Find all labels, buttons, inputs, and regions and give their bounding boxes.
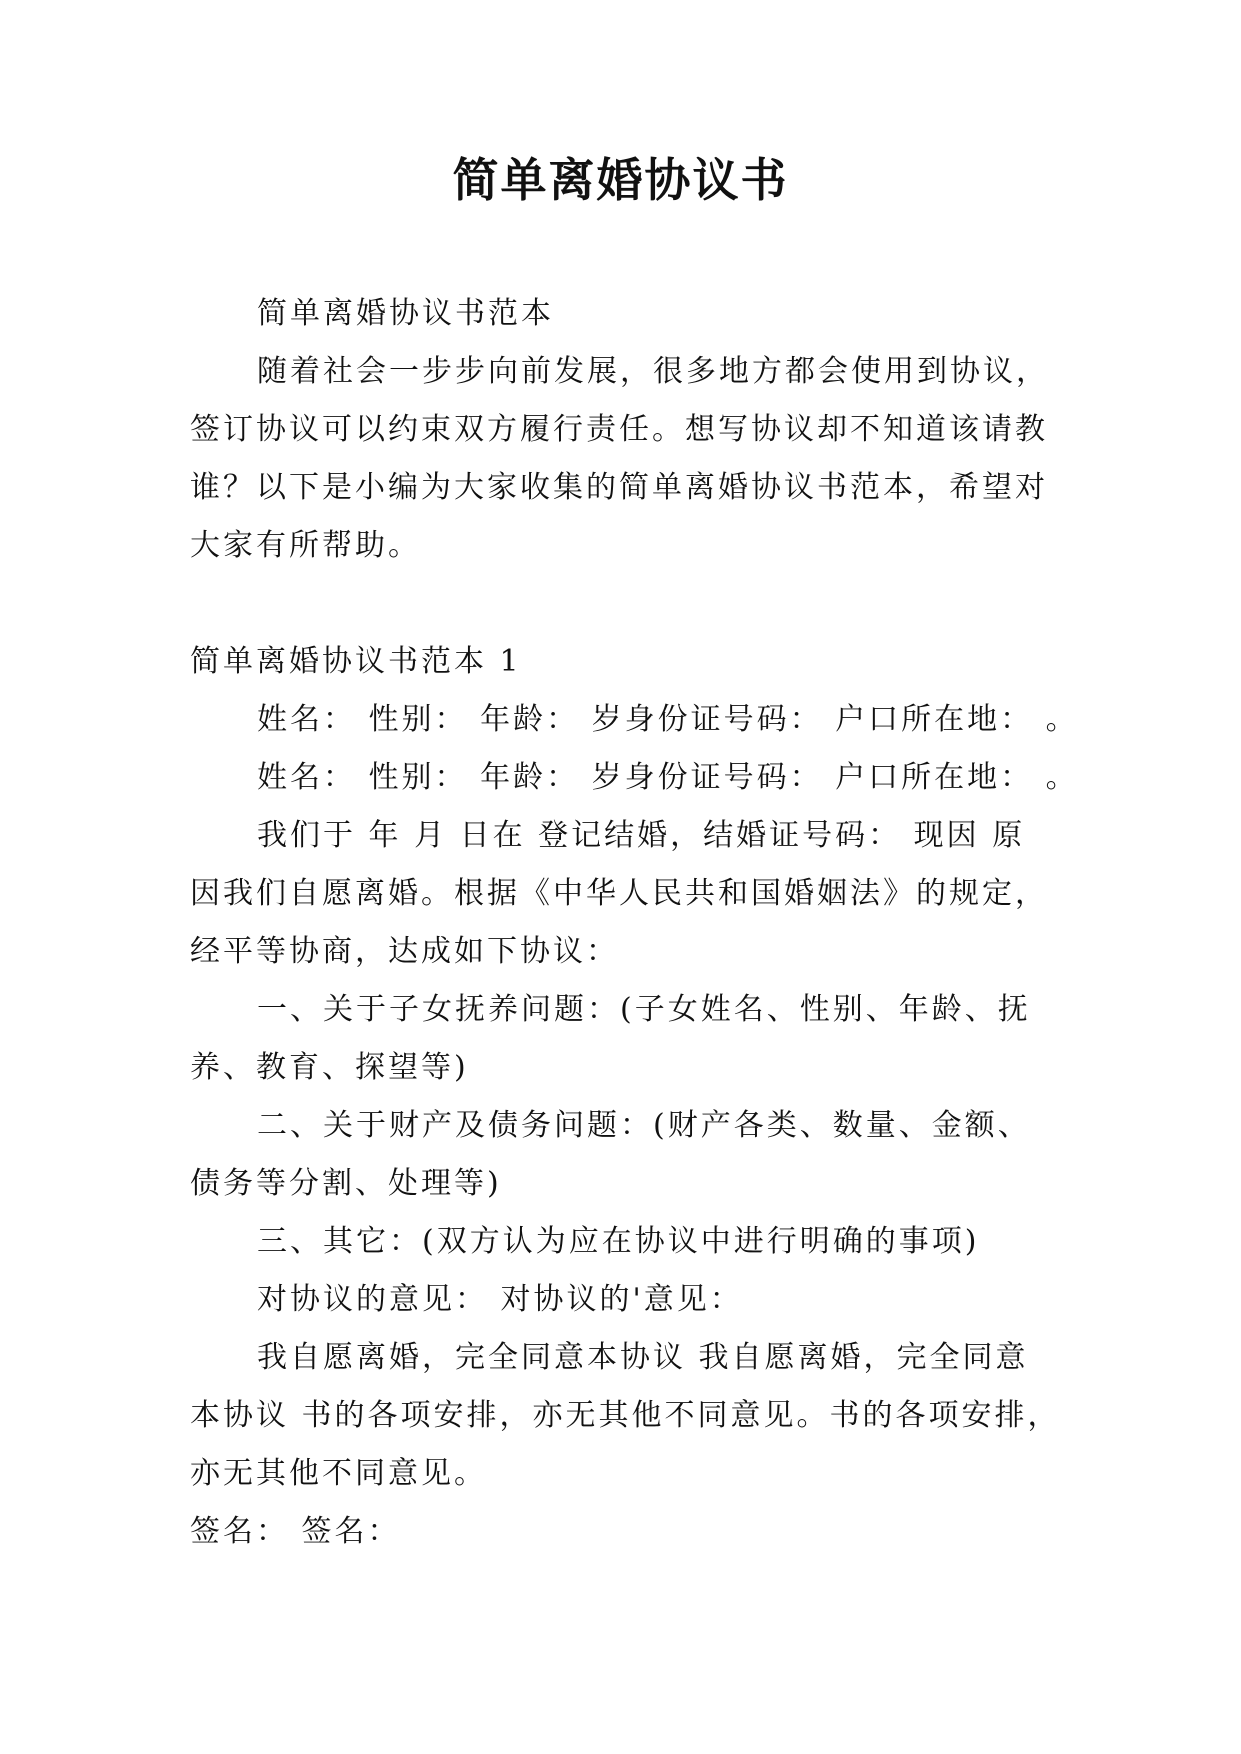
text-line: 姓名： 性别： 年龄： 岁身份证号码： 户口所在地： 。: [257, 702, 1079, 737]
text-line: 对协议的意见： 对协议的'意见：: [257, 1282, 743, 1317]
text-line: 简单离婚协议书范本 1: [190, 644, 522, 679]
text-line: 简单离婚协议书范本: [257, 296, 554, 331]
text-line: 我自愿离婚，完全同意本协议 我自愿离婚，完全同意: [257, 1340, 1029, 1375]
text-line: 因我们自愿离婚。根据《中华人民共和国婚姻法》的规定，: [190, 876, 1048, 911]
text-line: 一、关于子女抚养问题：(子女姓名、性别、年龄、抚: [257, 992, 1031, 1027]
text-line: 本协议 书的各项安排，亦无其他不同意见。书的各项安排，: [190, 1398, 1061, 1433]
text-line: 我们于 年 月 日在 登记结婚，结婚证号码： 现因 原: [257, 818, 1026, 853]
text-line: 随着社会一步步向前发展，很多地方都会使用到协议，: [257, 354, 1049, 389]
text-line: 姓名： 性别： 年龄： 岁身份证号码： 户口所在地： 。: [257, 760, 1079, 795]
text-line: 债务等分割、处理等): [190, 1166, 502, 1201]
text-line: 签名： 签名：: [190, 1514, 401, 1549]
text-line: 签订协议可以约束双方履行责任。想写协议却不知道该请教: [190, 412, 1048, 447]
document-title: 简单离婚协议书: [452, 153, 789, 207]
text-line: 谁？以下是小编为大家收集的简单离婚协议书范本，希望对: [190, 470, 1048, 505]
text-line: 大家有所帮助。: [190, 528, 421, 563]
text-line: 亦无其他不同意见。: [190, 1456, 487, 1491]
text-line: 二、关于财产及债务问题：(财产各类、数量、金额、: [257, 1108, 1031, 1143]
text-line: 养、教育、探望等): [190, 1050, 469, 1085]
text-line: 三、其它：(双方认为应在协议中进行明确的事项): [257, 1224, 980, 1259]
text-line: 经平等协商，达成如下协议：: [190, 934, 619, 969]
